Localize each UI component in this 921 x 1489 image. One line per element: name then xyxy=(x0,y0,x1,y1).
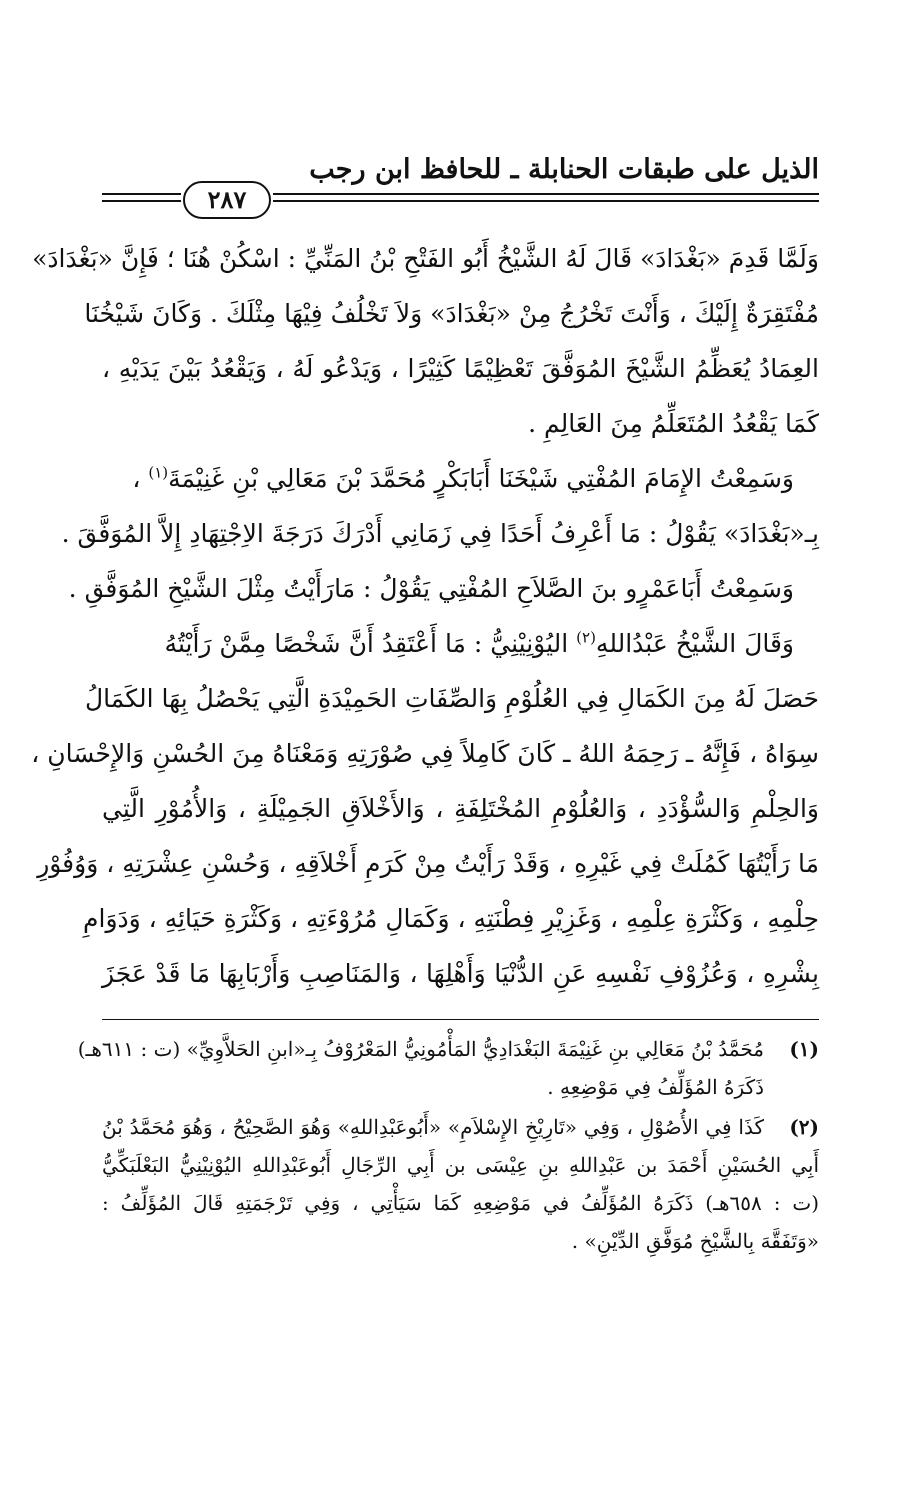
text-line: سِوَاهُ ، فَإِنَّهُ ـ رَحِمَهُ اللهُ ـ كَانَ كَامِلاً فِي صُوْرَتِهِ وَمَعْنَاهُ مِنَ الحُسْنِ وَالإِحْسَانِ ، xyxy=(31,739,819,768)
text-line: مَا رَأَيْتُهَا كَمُلَتْ فِي غَيْرِهِ ، وَقَدْ رَأَيْتُ مِنْ كَرَمِ أَخْلاَقِهِ ، وَحُسْنِ عِشْرَتِهِ ، وَوُفُوْرِ xyxy=(37,849,819,878)
text-line xyxy=(102,451,819,506)
footnote-line: ذَكَرَهُ المُؤَلِّفُ فِي مَوْضِعِهِ . xyxy=(547,1075,764,1099)
text-run: وَسَمِعْتُ أَبَاعَمْرٍو بنَ الصَّلاَحِ المُفْتِي يَقُوْلُ : مَارَأَيْتُ مِثْلَ الشَّيْخِ المُوَفَّقِ . xyxy=(68,574,794,603)
header-rule xyxy=(273,193,819,195)
text-line: حِلْمِهِ ، وَكَثْرَةِ عِلْمِهِ ، وَغَزِيْرِ فِطْنَتِهِ ، وَكَمَالِ مُرُوْءَتِهِ ، وَكَثْرَةِ حَيَائِهِ ، وَدَوَامِ xyxy=(83,904,819,933)
footnote-ref[interactable]: (٢) xyxy=(576,628,596,647)
text-line: وَلَمَّا قَدِمَ «بَغْدَادَ» قَالَ لَهُ الشَّيْخُ أَبُو الفَتْحِ بْنُ المَنِّيِّ : اسْكُنْ هُنَا ؛ فَإِنَّ «بَغْدَادَ» xyxy=(32,244,819,273)
running-header-title: الذيل على طبقات الحنابلة ـ للحافظ ابن رجب xyxy=(309,154,819,185)
text-run: وَقَالَ الشَّيْخُ عَبْدُاللهِ xyxy=(595,629,794,658)
footnote-line: (ت : ٦٥٨هـ) ذَكَرَهُ المُؤَلِّفُ في مَوْضِعِهِ كَمَا سَيَأْتِي ، وَفِي تَرْجَمَتِهِ قَالَ المُؤَلِّفُ : xyxy=(102,1191,820,1215)
text-run: ، xyxy=(132,464,141,493)
header-rule xyxy=(273,200,819,202)
footnote-line: أَبِي الحُسَيْنِ أَحْمَدَ بن عَبْدِاللهِ بنِ عِيْسَى بن أَبِي الرِّجَالِ أَبُوعَبْدِاللهِ اليُوْنِيْنِيُّ البَعْلَبَكِّيُّ xyxy=(102,1153,819,1177)
footnote-separator xyxy=(102,1019,819,1020)
footnote-line: مُحَمَّدُ بْنُ مَعَالِي بنِ غَنِيْمَةَ البَغْدَادِيُّ المَأْمُونِيُّ المَعْرُوْفُ بِـ«ابنِ الحَلاَّوِيِّ» (ت : ٦١١هـ) xyxy=(77,1037,764,1061)
text-line: وَالحِلْمِ وَالسُّؤْدَدِ ، وَالعُلُوْمِ المُخْتَلِفَةِ ، وَالأَخْلاَقِ الجَمِيْلَةِ ، وَالأُمُوْرِ الَّتِي xyxy=(102,794,819,823)
footnote-number: (٢) xyxy=(789,1115,819,1139)
footnote xyxy=(77,1030,819,1106)
text-line: بِـ«بَغْدَادَ» يَقُوْلُ : مَا أَعْرِفُ أَحَدًا فِي زَمَانِي أَدْرَكَ دَرَجَةَ الاِجْتِهَادِ إِلاَّ المُوَفَّقَ . xyxy=(61,519,819,548)
header-rule xyxy=(102,200,181,202)
main-text xyxy=(31,231,819,1001)
text-line: كَمَا يَقْعُدُ المُتَعَلِّمُ مِنَ العَالِمِ . xyxy=(528,409,819,438)
text-line: العِمَادُ يُعَظِّمُ الشَّيْخَ المُوَفَّقَ تَعْظِيْمًا كَثِيْرًا ، وَيَدْعُو لَهُ ، وَيَقْعُدُ بَيْنَ يَدَيْهِ ، xyxy=(102,354,819,383)
text-line xyxy=(68,561,819,616)
text-run: وَسَمِعْتُ الإِمَامَ المُفْتِي شَيْخَنَا أَبَابَكْرٍ مُحَمَّدَ بْنَ مَعَالِي بْنِ غَنِيْمَةَ xyxy=(168,464,794,493)
text-run: اليُوْنِيْنِيُّ : مَا أَعْتَقِدُ أَنَّ شَخْصًا مِمَّنْ رَأَيْتُهُ xyxy=(164,629,569,658)
footnote-line: كَذَا فِي الأُصُوْلِ ، وَفِي «تَارِيْخِ الإِسْلاَمِ» «أَبُوعَبْدِاللهِ» وَهُوَ الصَّحِيْحُ ، وَهُوَ مُحَمَّدُ بْنُ xyxy=(102,1115,764,1139)
text-line: بِشْرِهِ ، وَعُزُوْفِ نَفْسِهِ عَنِ الدُّنْيَا وَأَهْلِهَا ، وَالمَنَاصِبِ وَأَرْبَابِهَا مَا قَدْ عَجَزَ xyxy=(102,959,819,988)
text-line: حَصَلَ لَهُ مِنَ الكَمَالِ فِي العُلُوْمِ وَالصِّفَاتِ الحَمِيْدَةِ الَّتِي يَحْصُلُ بِهَا الكَمَالُ xyxy=(85,684,819,713)
footnote-line: «وَتَفَقَّهَ بِالشَّيْخِ مُوَفَّقِ الدِّيْنِ» . xyxy=(571,1229,819,1253)
header-rule xyxy=(102,193,181,195)
text-line: مُفْتَقِرَةٌ إِلَيْكَ ، وَأَنْتَ تَخْرُجُ مِنْ «بَغْدَادَ» وَلاَ تَخْلُفُ فِيْهَا مِثْلَكَ . وَكَانَ شَيْخُنَا xyxy=(84,299,819,328)
page-number: ٢٨٧ xyxy=(183,181,271,219)
text-line xyxy=(102,616,819,671)
footnote-number: (١) xyxy=(789,1037,819,1061)
footnotes xyxy=(77,1030,820,1262)
footnote-ref[interactable]: (١) xyxy=(148,463,169,482)
footnote xyxy=(102,1108,819,1260)
